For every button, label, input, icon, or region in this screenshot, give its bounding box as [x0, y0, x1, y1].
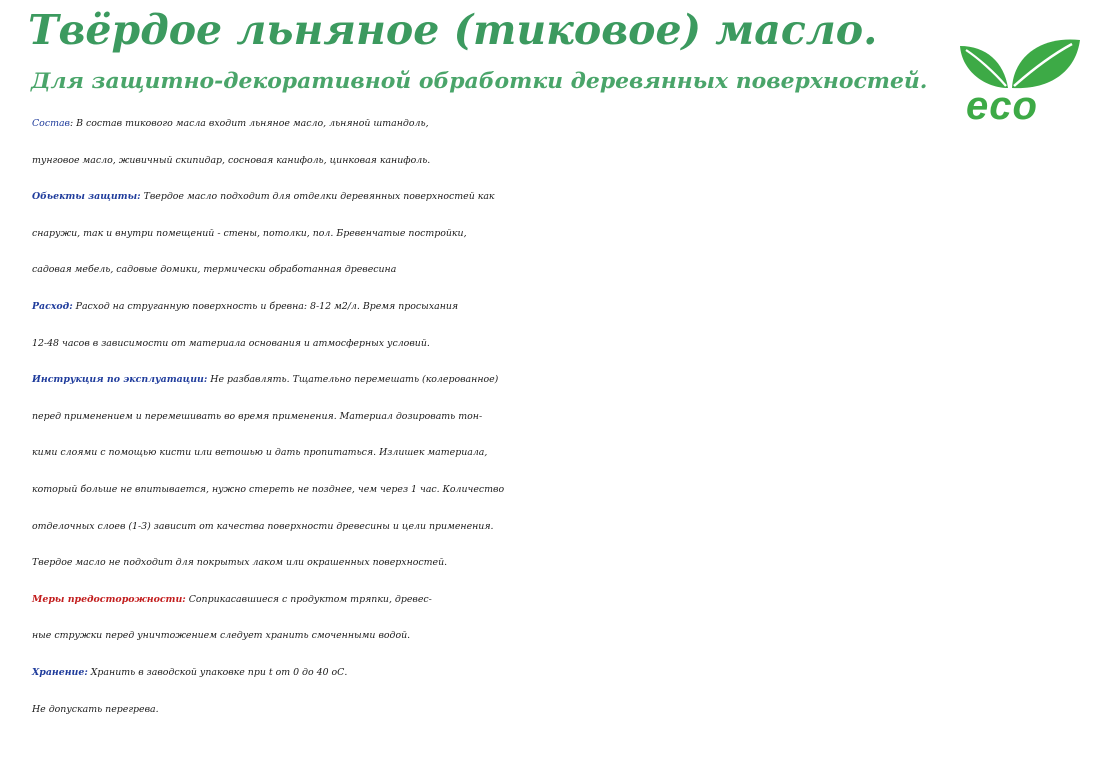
objects-label: Обьекты защиты: — [32, 191, 141, 203]
precautions-line-1 — [32, 582, 1097, 619]
instructions-text-1: Не разбавлять. Тщательно перемешать (колерованное) — [207, 374, 499, 386]
document-body — [32, 106, 1097, 728]
objects-line-2: снаружи, так и внутри помещений - стены, потолки, пол. Бревенчатые постройки, — [32, 227, 467, 239]
page-subtitle: Для защитно-декоративной обработки деревянных поверхностей. — [31, 68, 928, 94]
eco-leaf-right — [1012, 39, 1080, 88]
page-title: Твёрдое льняное (тиковое) масло. — [28, 6, 878, 54]
objects-line-1 — [32, 179, 1097, 216]
consumption-line-2: 12-48 часов в зависимости от материала основания и атмосферных условий. — [32, 337, 430, 349]
objects-text-1: Твердое масло подходит для отделки деревянных поверхностей как — [140, 191, 495, 203]
storage-text-1: Хранить в заводской упаковке при t от 0 до 40 оС. — [87, 666, 348, 678]
instructions-label: Инструкция по эксплуатации: — [32, 374, 208, 386]
consumption-text-1: Расход на струганную поверхность и бревна: 8-12 м2/л. Время просыхания — [72, 300, 459, 312]
precautions-label: Меры предосторожности: — [32, 593, 186, 605]
composition-line-1 — [32, 106, 1097, 143]
eco-logo-text: eco — [966, 84, 1038, 126]
precautions-line-2: ные стружки перед уничтожением следует хранить смоченными водой. — [32, 630, 411, 642]
instructions-line-4: который больше не впитывается, нужно стереть не позднее, чем через 1 час. Количество — [32, 483, 505, 495]
consumption-label: Расход: — [32, 300, 73, 312]
storage-line-1 — [32, 655, 1097, 692]
composition-text-1: : В состав тикового масла входит льняное масло, льняной штандоль, — [70, 118, 429, 129]
objects-line-3: садовая мебель, садовые домики, термически обработанная древесина — [32, 264, 397, 276]
composition-line-2: тунговое масло, живичный скипидар, сосновая канифоль, цинковая канифоль. — [32, 154, 431, 166]
consumption-line-1 — [32, 289, 1097, 326]
instructions-line-2: перед применением и перемешивать во время применения. Материал дозировать тон- — [32, 410, 483, 422]
instructions-line-1 — [32, 362, 1097, 399]
composition-label: Состав — [32, 118, 71, 129]
precautions-text-1: Соприкасавшиеся с продуктом тряпки, древес- — [185, 593, 432, 605]
instructions-line-5: отделочных слоев (1-3) зависит от качества поверхности древесины и цели применения. — [32, 520, 494, 532]
instructions-line-3: кими слоями с помощью кисти или ветошью и дать пропитаться. Излишек материала, — [32, 447, 488, 459]
storage-label: Хранение: — [32, 666, 88, 678]
instructions-line-6: Твердое масло не подходит для покрытых лаком или окрашенных поверхностей. — [32, 557, 448, 569]
storage-line-2: Не допускать перегрева. — [32, 703, 159, 715]
